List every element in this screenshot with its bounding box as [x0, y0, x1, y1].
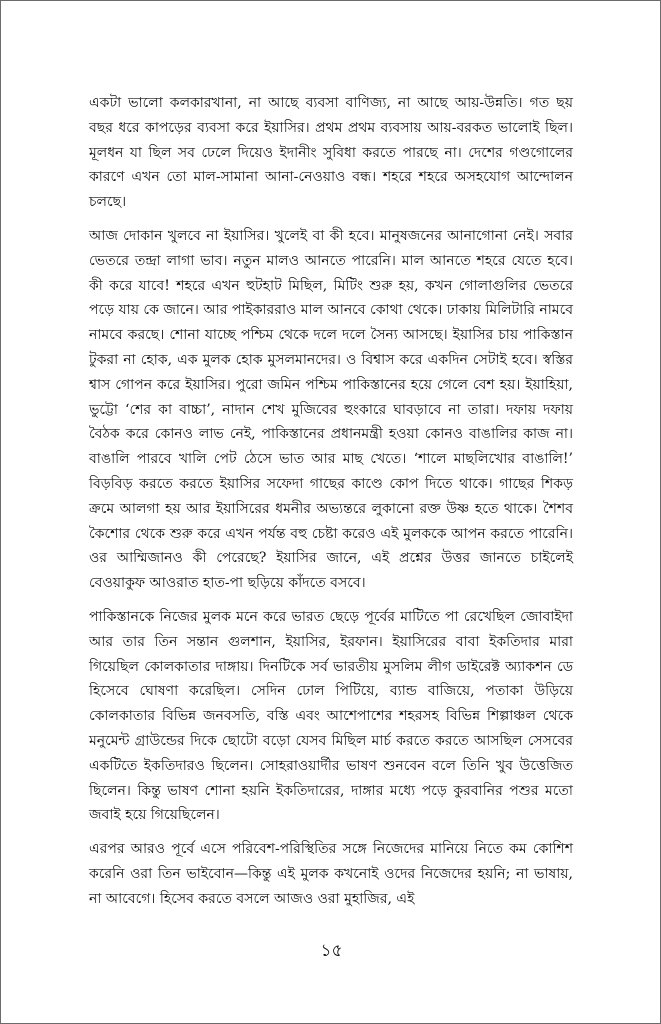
paragraph-2: আজ দোকান খুলবে না ইয়াসির। খুলেই বা কী হবে। মানুষজনের আনাগোনা নেই। সবার ভেতরে তন্দ্রা লাগা ভাব। নতুন মালও আনতে পারেনি। মাল আনতে শহরে যেতে হবে। কী করে যাবে! শহরে এখন হুটহাট মিছিল, মিটিং শুরু হয়, কখন গোলাগুলির ভেতরে পড়ে যায় কে জানে। আর পাইকাররাও মাল আনবে কোথা থেকে। ঢাকায় মিলিটারি নামবে নামবে করছে। শোনা যাচ্ছে পশ্চিম থেকে দলে দলে সৈন্য আসছে। ইয়াসির চায় পাকিস্তান টুকরা না হোক, এক মুলক হোক মুসলমানদের। ও বিশ্বাস করে একদিন সেটাই হবে। স্বস্তির শ্বাস গোপন করে ইয়াসির। পুরো জমিন পশ্চিম পাকিস্তানের হয়ে গেলে বেশ হয়। ইয়াহিয়া, ভুট্টো ‘শের কা বাচ্চা’, নাদান শেখ মুজিবের হুংকারে ঘাবড়াবে না তারা। দফায় দফায় বৈঠক করে কোনও লাভ নেই, পাকিস্তানের প্রধানমন্ত্রী হওয়া কোনও বাঙালির কাজ না। বাঙালি পারবে খালি পেট ঠেসে ভাত আর মাছ খেতে। ‘শালে মাছলিখোর বাঙালি!’ বিড়বিড় করতে করতে ইয়াসির সফেদা গাছের কাণ্ডে কোপ দিতে থাকে। গাছের শিকড় ক্রমে আলগা হয় আর ইয়াসিরের ধমনীর অভ্যন্তরে লুকানো রক্ত উষ্ণ হতে থাকে। শৈশব কৈশোর থেকে শুরু করে এখন পর্যন্ত বহু চেষ্টা করেও এই মুলককে আপন করতে পারেনি। ওর আম্মিজানও কী পেরেছে? ইয়াসির জানে, এই প্রশ্নের উত্তর জানতে চাইলেই বেওয়াকুফ আওরাত হাত-পা ছড়িয়ে কাঁদতে বসবে।: [89, 227, 573, 592]
page-number: ১৫: [320, 941, 343, 961]
page-body-text: [89, 91, 573, 921]
paragraph-3: পাকিস্তানকে নিজের মুলক মনে করে ভারত ছেড়ে পূর্বের মাটিতে পা রেখেছিল জোবাইদা আর তার তিন সন্তান গুলশান, ইয়াসির, ইরফান। ইয়াসিরের বাবা ইকতিদার মারা গিয়েছিল কোলকাতার দাঙ্গায়। দিনটিকে সর্ব ভারতীয় মুসলিম লীগ ডাইরেক্ট অ্যাকশন ডে হিসেবে ঘোষণা করেছিল। সেদিন ঢোল পিটিয়ে, ব্যান্ড বাজিয়ে, পতাকা উড়িয়ে কোলকাতার বিভিন্ন জনবসতি, বস্তি এবং আশেপাশের শহরসহ বিভিন্ন শিল্পাঞ্চল থেকে মনুমেন্ট গ্রাউন্ডের দিকে ছোটো বড়ো যেসব মিছিল মার্চ করতে করতে আসছিল সেসবের একটিতে ইকতিদারও ছিলেন। সোহরাওয়ার্দীর ভাষণ শুনবেন বলে তিনি খুব উত্তেজিত ছিলেন। কিন্তু ভাষণ শোনা হয়নি ইকতিদারের, দাঙ্গার মধ্যে পড়ে কুরবানির পশুর মতো জবাই হয়ে গিয়েছিলেন।: [89, 608, 573, 824]
paragraph-4: এরপর আরও পূর্বে এসে পরিবেশ-পরিস্থিতির সঙ্গে নিজেদের মানিয়ে নিতে কম কোশিশ করেনি ওরা তিন ভাইবোন—কিন্তু এই মুলক কখনোই ওদের নিজেদের হয়নি; না ভাষায়, না আবেগে। হিসেব করতে বসলে আজও ওরা মুহাজির, এই: [89, 841, 573, 907]
paragraph-1: একটা ভালো কলকারখানা, না আছে ব্যবসা বাণিজ্য, না আছে আয়-উন্নতি। গত ছয় বছর ধরে কাপড়ের ব্যবসা করে ইয়াসির। প্রথম প্রথম ব্যবসায় আয়-বরকত ভালোই ছিল। মূলধন যা ছিল সব ঢেলে দিয়েও ইদানীং সুবিধা করতে পারছে না। দেশের গণ্ডগোলের কারণে এখন তো মাল-সামানা আনা-নেওয়াও বন্ধ। শহরে শহরে অসহযোগ আন্দোলন চলছে।: [89, 95, 573, 211]
